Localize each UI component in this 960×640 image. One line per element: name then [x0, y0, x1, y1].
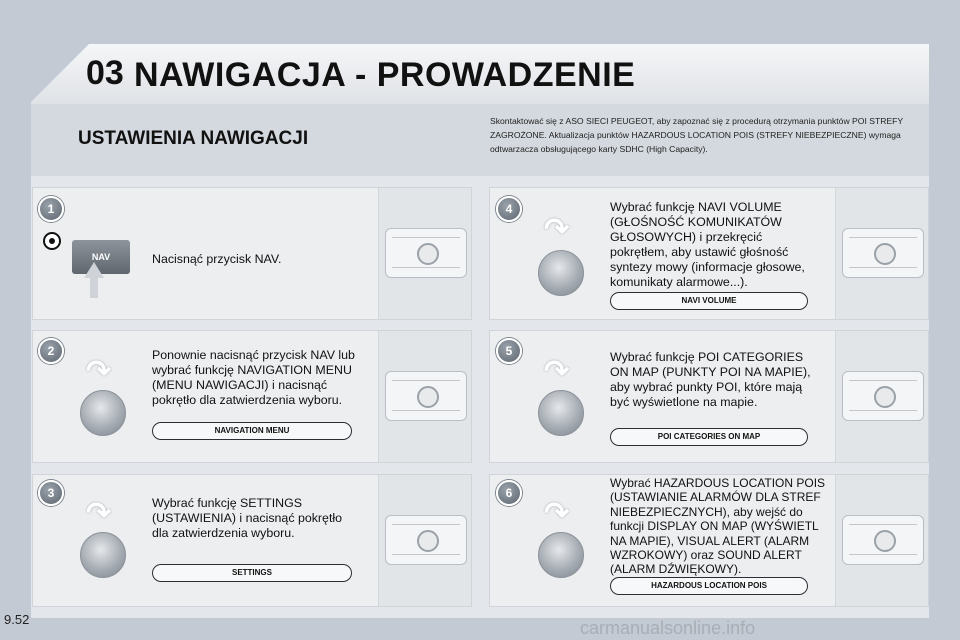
menu-label-navi-volume: NAVI VOLUME	[610, 292, 808, 310]
nav-key-icon: NAV	[72, 240, 130, 274]
radio-knob-icon	[874, 243, 896, 265]
radio-knob-icon	[417, 386, 439, 408]
radio-unit-icon	[842, 371, 924, 421]
press-arrow-stem	[90, 276, 98, 298]
chapter-title: NAWIGACJA - PROWADZENIE	[134, 56, 636, 94]
radio-knob-icon	[417, 530, 439, 552]
step-badge-3: 3	[38, 480, 64, 506]
radio-button-row	[849, 524, 917, 530]
radio-thumbnail	[378, 475, 471, 606]
radio-unit-icon	[385, 228, 467, 278]
radio-knob-icon	[874, 530, 896, 552]
radio-unit-icon	[385, 371, 467, 421]
section-title: USTAWIENIA NAWIGACJI	[78, 128, 309, 149]
radio-button-row	[392, 554, 460, 560]
radio-unit-icon	[842, 515, 924, 565]
radio-thumbnail	[835, 188, 928, 319]
radio-unit-icon	[385, 515, 467, 565]
step-text-4: Wybrać funkcję NAVI VOLUME (GŁOŚNOŚĆ KOMUNIKATÓW GŁOSOWYCH) i przekręcić pokrętłem, aby ustawić głośność syntezy mowy (informacje głosowe, komunikaty alarmowe...).	[610, 200, 805, 289]
step-badge-1: 1	[38, 196, 64, 222]
rotate-arrow-icon: ↷	[544, 213, 570, 246]
radio-knob-icon	[417, 243, 439, 265]
radio-button-row	[392, 380, 460, 386]
dial-icon	[538, 532, 584, 578]
rotate-arrow-icon: ↷	[86, 497, 112, 530]
rotate-arrow-icon: ↷	[544, 497, 570, 530]
step-badge-6: 6	[496, 480, 522, 506]
radio-thumbnail	[378, 331, 471, 462]
menu-label-navigation-menu: NAVIGATION MENU	[152, 422, 352, 440]
navigation-pin-icon	[43, 232, 61, 250]
step-badge-5: 5	[496, 338, 522, 364]
step-text-3: Wybrać funkcję SETTINGS (USTAWIENIA) i nacisnąć pokrętło dla zatwierdzenia wyboru.	[152, 496, 343, 540]
radio-button-row	[849, 237, 917, 243]
radio-button-row	[392, 267, 460, 273]
step-text-1: Nacisnąć przycisk NAV.	[152, 252, 282, 266]
radio-thumbnail	[378, 188, 471, 319]
menu-label-hazardous-location: HAZARDOUS LOCATION POIS	[610, 577, 808, 595]
radio-button-row	[849, 267, 917, 273]
page-number: 9.52	[4, 612, 30, 627]
radio-thumbnail	[835, 475, 928, 606]
page-corner	[31, 44, 89, 102]
dial-icon	[538, 390, 584, 436]
radio-unit-icon	[842, 228, 924, 278]
radio-knob-icon	[874, 386, 896, 408]
dial-icon	[80, 390, 126, 436]
menu-label-poi-categories: POI CATEGORIES ON MAP	[610, 428, 808, 446]
step-badge-4: 4	[496, 196, 522, 222]
radio-button-row	[392, 524, 460, 530]
radio-button-row	[849, 410, 917, 416]
rotate-arrow-icon: ↷	[86, 355, 112, 388]
info-text: Skontaktować się z ASO SIECI PEUGEOT, aby zapoznać się z procedurą otrzymania punktów POI STREFY ZAGROŻONE. Aktualizacja punktów HAZARDOUS LOCATION POIS (STREFY NIEBEZPIECZNE) wymaga odtwarzacza obsługującego karty SDHC (High Capacity).	[490, 116, 903, 154]
dial-icon	[538, 250, 584, 296]
dial-icon	[80, 532, 126, 578]
watermark: carmanualsonline.info	[580, 618, 756, 638]
step-badge-2: 2	[38, 338, 64, 364]
rotate-arrow-icon: ↷	[544, 355, 570, 388]
step-text-5: Wybrać funkcję POI CATEGORIES ON MAP (PUNKTY POI NA MAPIE), aby wybrać punkty POI, które mają być wyświetlone na mapie.	[610, 350, 811, 409]
step-text-2: Ponownie nacisnąć przycisk NAV lub wybrać funkcję NAVIGATION MENU (MENU NAWIGACJI) i nacisnąć pokrętło dla zatwierdzenia wyboru.	[152, 348, 355, 407]
radio-button-row	[392, 237, 460, 243]
chapter-number: 03	[86, 54, 124, 92]
radio-button-row	[849, 380, 917, 386]
radio-thumbnail	[835, 331, 928, 462]
menu-label-settings: SETTINGS	[152, 564, 352, 582]
step-text-6: Wybrać HAZARDOUS LOCATION POIS (USTAWIANIE ALARMÓW DLA STREF NIEBEZPIECZNYCH), aby wejść do funkcji DISPLAY ON MAP (WYŚWIETL NA MAPIE), VISUAL ALERT (ALARM WZROKOWY) oraz SOUND ALERT (ALARM DŹWIĘKOWY).	[610, 476, 826, 577]
radio-button-row	[849, 554, 917, 560]
radio-button-row	[392, 410, 460, 416]
